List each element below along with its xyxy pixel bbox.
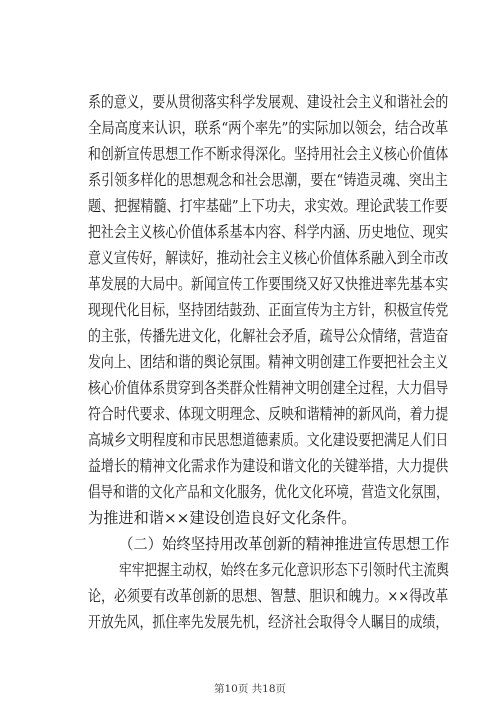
body-text-line: 系的意义，要从贯彻落实科学发展观、建设社会主义和谐社会的 (88, 93, 449, 111)
body-text-line: 为推进和谐××建设创造良好文化条件。 (88, 509, 357, 527)
body-text-line: 符合时代要求、体现文明理念、反映和谐精神的新风尚，着力提 (88, 405, 449, 423)
body-text-line: 开放先风，抓住率先发展先机，经济社会取得令人瞩目的成绩， (88, 613, 449, 631)
body-text-line: 系引领多样化的思想观念和社会思潮，要在“铸造灵魂、突出主 (88, 171, 448, 189)
body-text-line: 发向上、团结和谐的舆论氛围。精神文明创建工作要把社会主义 (88, 353, 449, 371)
body-text-line: 牢牢把握主动权，始终在多元化意识形态下引领时代主流舆 (119, 561, 449, 579)
body-text-line: 高城乡文明程度和市民思想道德素质。文化建设要把满足人们日 (88, 431, 449, 449)
body-text-line: 全局高度来认识，联系“两个率先”的实际加以领会，结合改革 (88, 119, 449, 137)
body-text-line: 意义宣传好，解读好，推动社会主义核心价值体系融入到全市改 (88, 249, 449, 267)
body-text-line: 核心价值体系贯穿到各类群众性精神文明创建全过程，大力倡导 (88, 379, 449, 397)
body-text-line: 倡导和谐的文化产品和文化服务，优化文化环境，营造文化氛围， (88, 483, 449, 501)
body-text-line: 现现代化目标，坚持团结鼓劲、正面宣传为主方针，积极宣传党 (88, 301, 449, 319)
body-text-line: 益增长的精神文化需求作为建设和谐文化的关键举措，大力提供 (88, 457, 449, 475)
body-text-line: 论，必须要有改革创新的思想、智慧、胆识和魄力。××得改革 (88, 587, 449, 605)
section-heading: （二）始终坚持用改革创新的精神推进宣传思想工作 (119, 535, 450, 553)
body-text-line: 题、把握精髓、打牢基础”上下功夫，求实效。理论武装工作要 (88, 197, 448, 215)
body-text-line: 把社会主义核心价值体系基本内容、科学内涵、历史地位、现实 (88, 223, 449, 241)
body-text-line: 和创新宣传思想工作不断求得深化。坚持用社会主义核心价值体 (88, 145, 449, 163)
page-footer: 第10页 共18页 (213, 683, 287, 695)
body-text-line: 革发展的大局中。新闻宣传工作要围绕又好又快推进率先基本实 (88, 275, 449, 293)
body-text-line: 的主张，传播先进文化，化解社会矛盾，疏导公众情绪，营造奋 (88, 327, 449, 345)
